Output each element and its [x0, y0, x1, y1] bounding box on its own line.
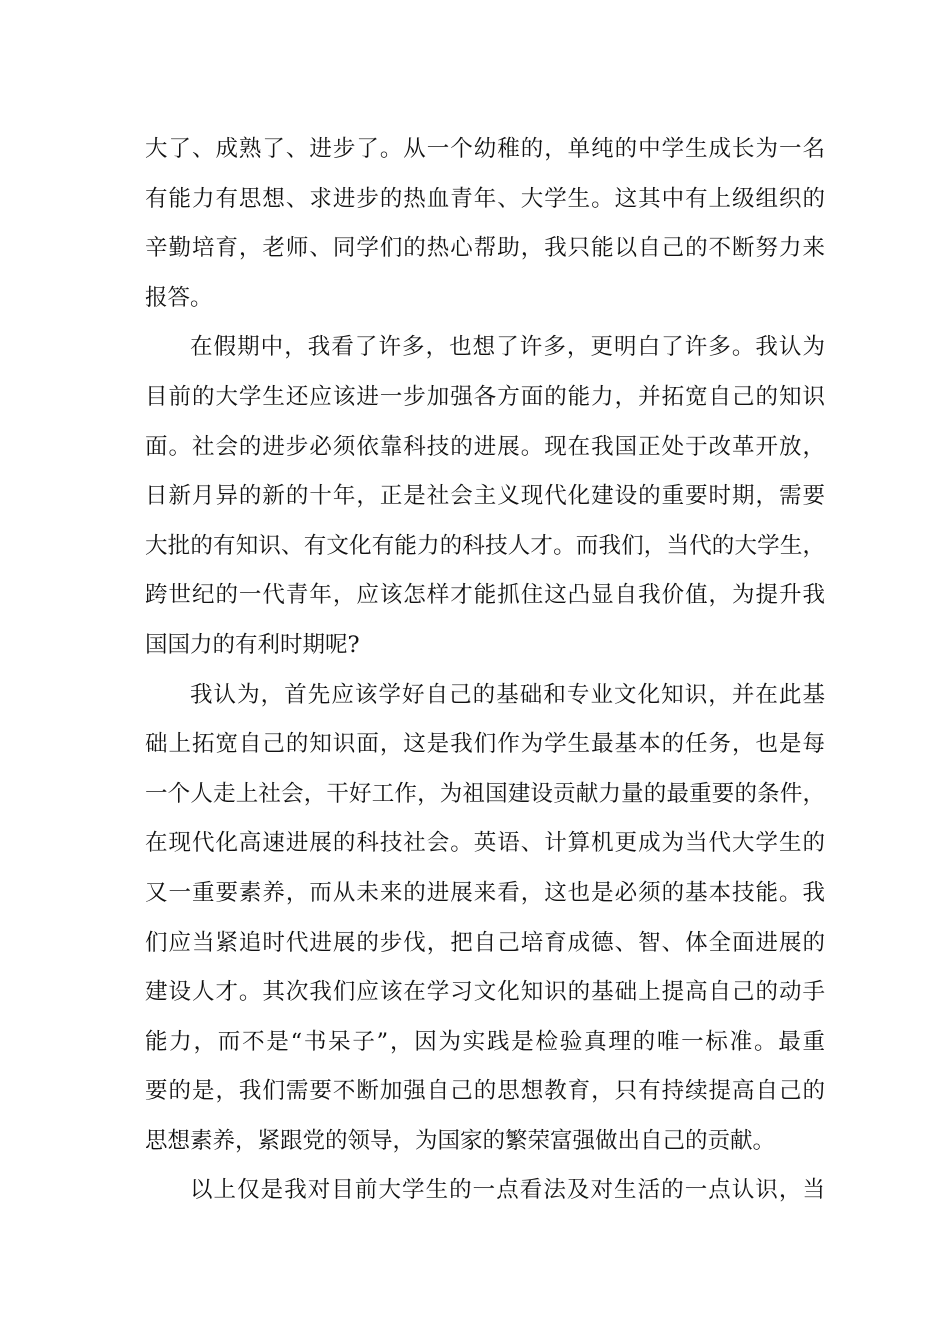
text-line: 一个人走上社会，干好工作，为祖国建设贡献力量的最重要的条件， [145, 780, 825, 807]
text-line: 在现代化高速进展的科技社会。英语、计算机更成为当代大学生的 [145, 830, 825, 857]
text-line: 国国力的有利时期呢? [145, 631, 360, 658]
text-line: 要的是，我们需要不断加强自己的思想教育，只有持续提高自己的 [145, 1078, 825, 1105]
text-line: 大批的有知识、有文化有能力的科技人才。而我们，当代的大学生， [145, 532, 825, 559]
text-line: 有能力有思想、求进步的热血青年、大学生。这其中有上级组织的 [145, 185, 825, 212]
text-line: 报答。 [145, 284, 213, 311]
text-line: 面。社会的进步必须依靠科技的进展。现在我国正处于改革开放， [145, 433, 825, 460]
text-line: 能力，而不是“书呆子”，因为实践是检验真理的唯一标准。最重 [145, 1028, 825, 1055]
paragraph-first-line: 在假期中，我看了许多，也想了许多，更明白了许多。我认为 [190, 334, 825, 361]
text-line: 目前的大学生还应该进一步加强各方面的能力，并拓宽自己的知识 [145, 383, 825, 410]
text-line: 日新月异的新的十年，正是社会主义现代化建设的重要时期，需要 [145, 483, 825, 510]
text-line: 础上拓宽自己的知识面，这是我们作为学生最基本的任务，也是每 [145, 731, 825, 758]
document-body [145, 125, 825, 1216]
text-line: 辛勤培育，老师、同学们的热心帮助，我只能以自己的不断努力来 [145, 235, 825, 262]
paragraph-first-line: 以上仅是我对目前大学生的一点看法及对生活的一点认识，当 [190, 1177, 825, 1204]
text-line: 思想素养，紧跟党的领导，为国家的繁荣富强做出自己的贡献。 [145, 1127, 776, 1154]
paragraph-first-line: 我认为，首先应该学好自己的基础和专业文化知识，并在此基 [190, 681, 825, 708]
text-line: 大了、成熟了、进步了。从一个幼稚的，单纯的中学生成长为一名 [145, 136, 825, 162]
text-line: 跨世纪的一代青年，应该怎样才能抓住这凸显自我价值，为提升我 [145, 582, 825, 609]
text-line: 建设人才。其次我们应该在学习文化知识的基础上提高自己的动手 [145, 979, 825, 1006]
text-line: 们应当紧追时代进展的步伐，把自己培育成德、智、体全面进展的 [145, 929, 825, 956]
text-line: 又一重要素养，而从未来的进展来看，这也是必须的基本技能。我 [145, 879, 825, 906]
